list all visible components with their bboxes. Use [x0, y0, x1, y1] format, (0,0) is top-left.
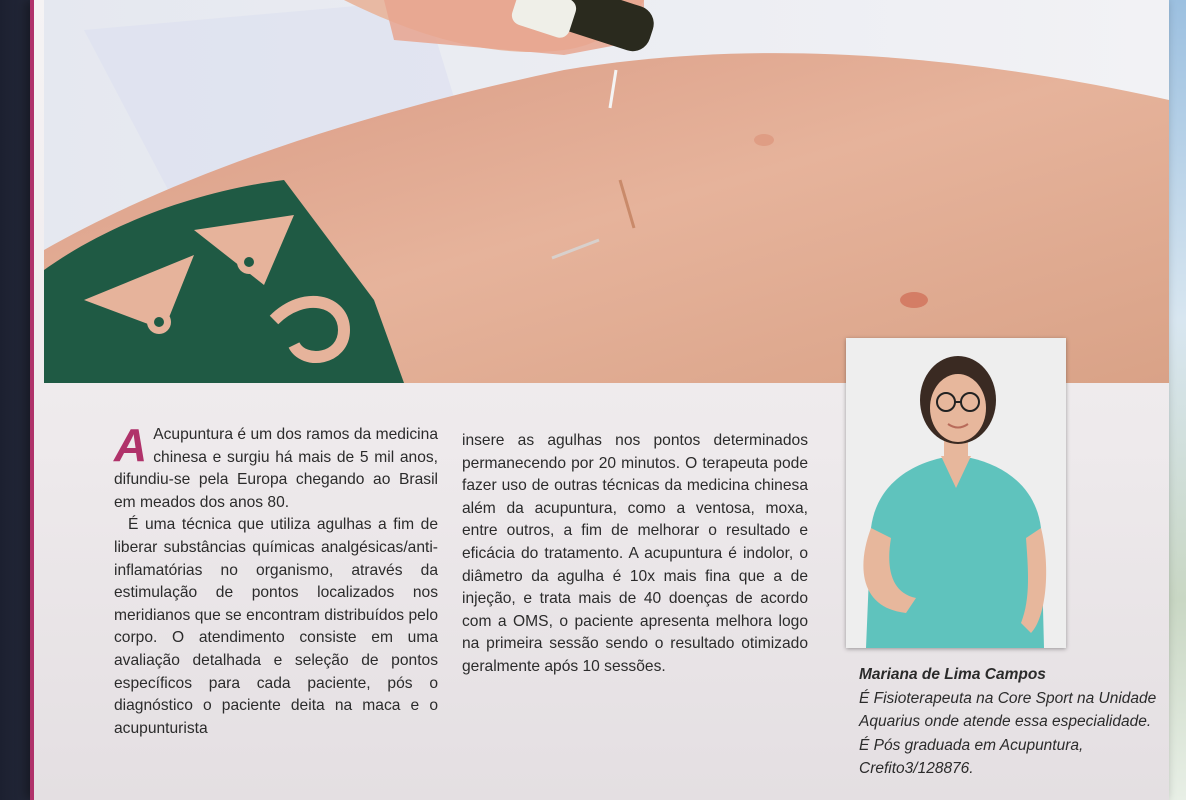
- magazine-page: [30, 0, 1169, 800]
- article-column-2: [462, 430, 808, 679]
- paragraph-intro: Acupuntura é um dos ramos da medicina chinesa e surgiu há mais de 5 mil anos, difundiu-se pela Europa chegando ao Brasil em meados dos anos 80.: [114, 426, 438, 511]
- author-bio: É Fisioterapeuta na Core Sport na Unidade Aquarius onde atende essa especialidade. É Pós graduada em Acupuntura, Crefito3/128876.: [859, 689, 1157, 777]
- author-name: Mariana de Lima Campos: [859, 666, 1046, 683]
- dropcap: A: [114, 419, 148, 471]
- author-photo: [846, 338, 1066, 648]
- author-caption: [859, 663, 1159, 781]
- paragraph-technique: É uma técnica que utiliza agulhas a fim de liberar substâncias químicas analgésicas/anti-inflamatórias no organismo, através da estimulação de pontos localizados nos meridianos que se encontram distribuídos pelo corpo. O atendimento consiste em uma avaliação detalhada e seleção de pontos específicos para cada paciente, pós o diagnóstico o paciente deita na maca e o acupunturista: [114, 516, 438, 737]
- article-column-1: [114, 419, 438, 740]
- acupuncture-photo: [44, 0, 1169, 383]
- paragraph-continuation: insere as agulhas nos pontos determinados permanecendo por 20 minutos. O terapeuta pode fazer uso de outras técnicas da medicina chinesa além da acupuntura, como a ventosa, moxa, entre outros, a fim de melhorar o resultado e eficácia do tratamento. A acupuntura é indolor, o diâmetro da agulha é 10x mais fina que a de injeção, e trata mais de 40 doenças de acordo com a OMS, o paciente apresenta melhora logo na primeira sessão sendo o resultado otimizado geralmente após 10 sessões.: [462, 432, 808, 675]
